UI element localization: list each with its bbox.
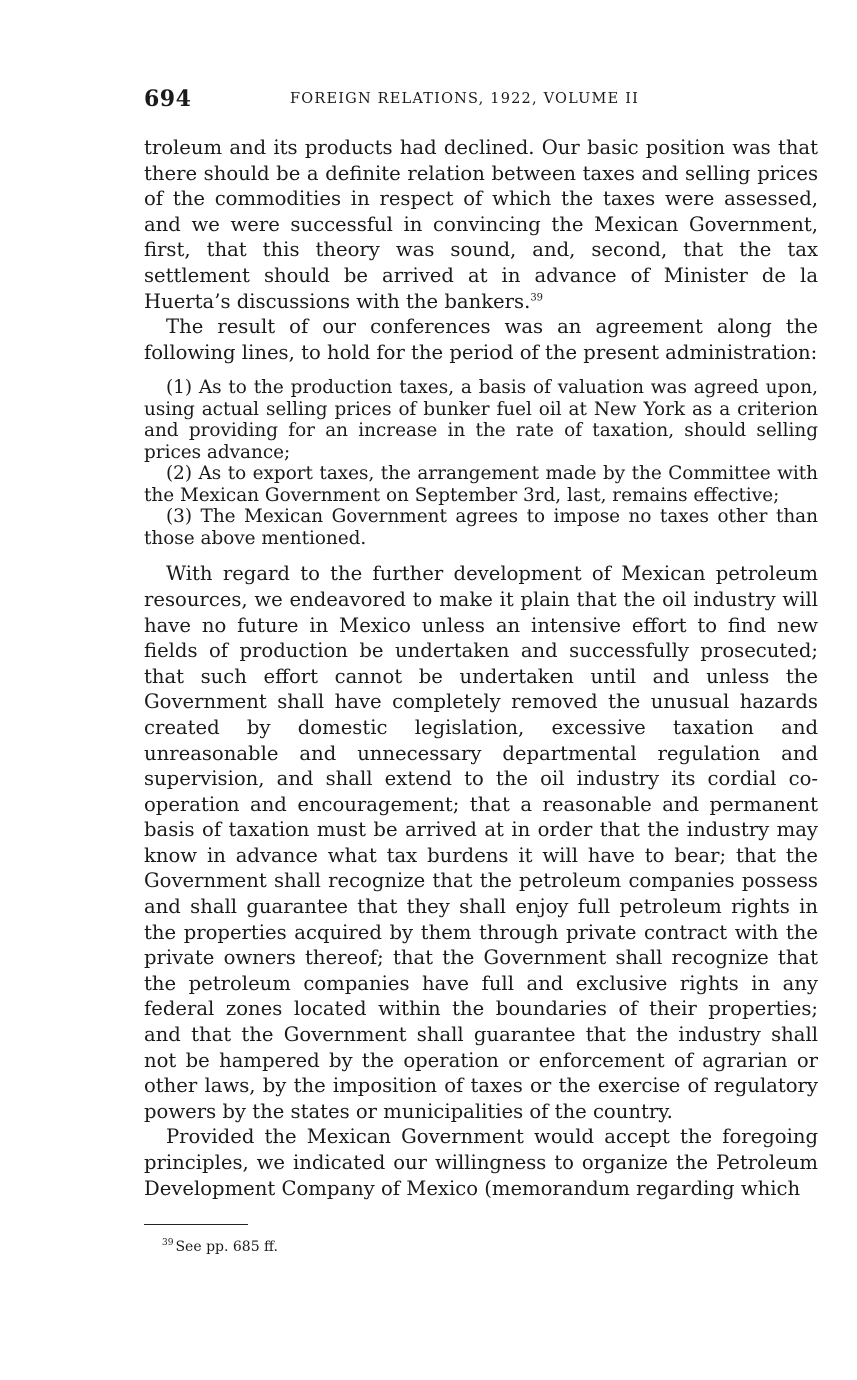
footnote-reference: 39 bbox=[530, 292, 544, 304]
list-item: (1) As to the production taxes, a basis of valuation was agreed upon, using actual selling prices of bunker fuel oil at New York as a criterion and providing for an increase in the rate of taxation, should selling prices advance; bbox=[144, 377, 818, 463]
running-title: FOREIGN RELATIONS, 1922, VOLUME II bbox=[290, 91, 640, 107]
paragraph-3: With regard to the further development of Mexican petroleum resources, we endeavored to make it plain that the oil industry will have no future in Mexico unless an intensive effort to find new fields of production be undertaken and successfully prosecuted; that such effort cannot be undertaken until and unless the Government shall have completely removed the unusual hazards created by domestic legislation, excessive taxation and unreasonable and unnecessary departmental regulation and supervision, and shall extend to the oil industry its cordial co-operation and encouragement; that a reasonable and permanent basis of taxation must be arrived at in order that the industry may know in advance what tax burdens it will have to bear; that the Government shall recognize that the petroleum companies possess and shall guarantee that they shall enjoy full petroleum rights in the properties acquired by them through private contract with the private owners thereof; that the Government shall recognize that the petroleum companies have full and exclusive rights in any federal zones located within the boundaries of their properties; and that the Government shall guarantee that the industry shall not be hampered by the operation or enforcement of agrarian or other laws, by the imposition of taxes or the exercise of regulatory powers by the states or municipalities of the country. bbox=[144, 562, 818, 1123]
paragraph-1 bbox=[144, 135, 818, 314]
paragraph-1-text: troleum and its products had declined. Our basic position was that there should be a definite relation between taxes and selling prices of the commodities in respect of which the taxes were assessed, and we were successful in convincing the Mexican Government, first, that this theory was sound, and, second, that the tax settlement should be arrived at in advance of Minister de la Huerta’s discussions with the bankers. bbox=[144, 136, 818, 313]
footnote-text: See pp. 685 ff. bbox=[175, 1239, 278, 1255]
body-text bbox=[144, 135, 818, 1201]
running-header bbox=[144, 86, 818, 118]
list-item: (2) As to export taxes, the arrangement made by the Committee with the Mexican Government on September 3rd, last, remains effective; bbox=[144, 463, 818, 506]
agreement-list bbox=[144, 377, 818, 549]
paragraph-2: The result of our conferences was an agreement along the following lines, to hold for the period of the present administration: bbox=[144, 315, 818, 364]
footnote bbox=[162, 1238, 278, 1256]
page-number: 694 bbox=[144, 86, 192, 112]
footnote-divider bbox=[144, 1224, 248, 1225]
list-item: (3) The Mexican Government agrees to impose no taxes other than those above mentioned. bbox=[144, 506, 818, 549]
footnote-marker: 39 bbox=[162, 1238, 174, 1249]
paragraph-4: Provided the Mexican Government would accept the foregoing principles, we indicated our willingness to organize the Petroleum Development Company of Mexico (memorandum regarding which bbox=[144, 1125, 818, 1200]
